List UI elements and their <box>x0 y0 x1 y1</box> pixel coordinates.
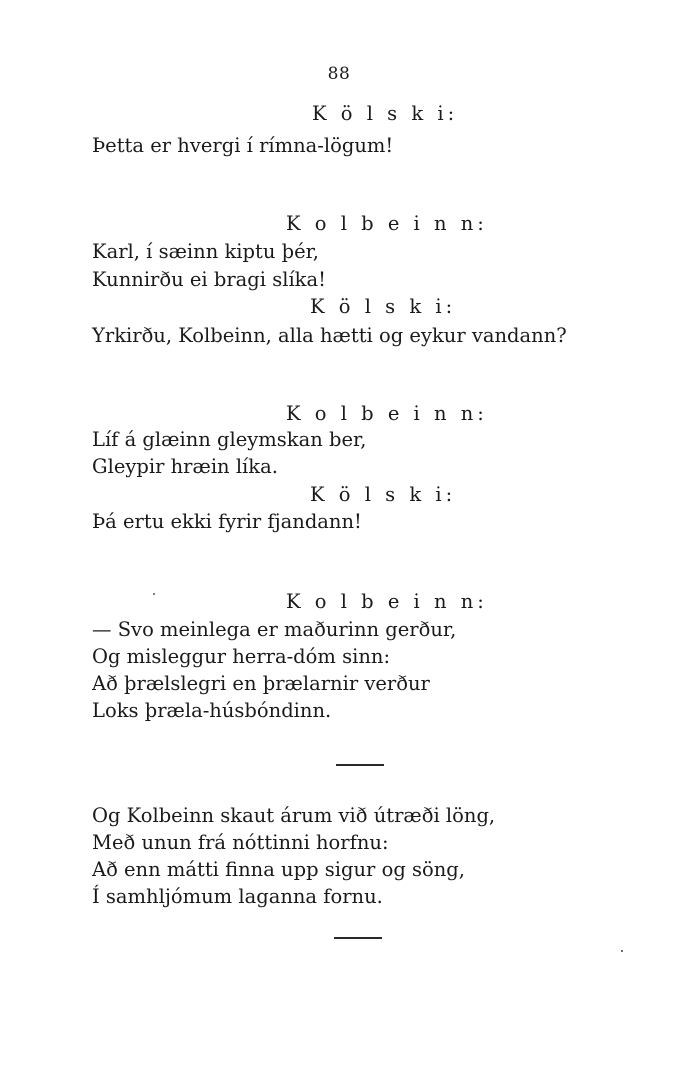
verse-line: — Svo meinlega er maðurinn gerður, <box>92 618 457 641</box>
verse-line: Líf á glæinn gleymskan ber, <box>92 428 367 451</box>
speaker-heading: K ö l s k i: <box>310 295 457 318</box>
verse-line: Gleypir hræin líka. <box>92 455 278 478</box>
page-number: 88 <box>327 64 351 84</box>
verse-line: Loks þræla-húsbóndinn. <box>92 699 332 722</box>
end-divider <box>334 937 382 939</box>
verse-line: Og Kolbeinn skaut árum við útræði löng, <box>92 804 496 827</box>
speaker-heading: K o l b e i n n: <box>286 590 488 613</box>
verse-line: Í samhljómum laganna fornu. <box>92 885 383 908</box>
verse-line: Að enn mátti finna upp sigur og söng, <box>92 858 465 881</box>
verse-line: Og misleggur herra-dóm sinn: <box>92 645 391 668</box>
verse-line: Yrkirðu, Kolbeinn, alla hætti og eykur vandann? <box>92 324 567 347</box>
paper-speck <box>153 593 155 595</box>
speaker-heading: K ö l s k i: <box>310 483 457 506</box>
speaker-heading: K ö l s k i: <box>312 102 459 125</box>
verse-line: Kunnirðu ei bragi slíka! <box>92 268 326 291</box>
verse-line: Að þrælslegri en þrælarnir verður <box>92 672 430 695</box>
verse-line: Þetta er hvergi í rímna-lögum! <box>92 134 394 157</box>
verse-line: Með unun frá nóttinni horfnu: <box>92 831 389 854</box>
speaker-heading: K o l b e i n n: <box>286 402 488 425</box>
paper-speck <box>621 950 623 952</box>
verse-line: Þá ertu ekki fyrir fjandann! <box>92 510 362 533</box>
speaker-heading: K o l b e i n n: <box>286 212 488 235</box>
verse-line: Karl, í sæinn kiptu þér, <box>92 240 320 263</box>
section-divider <box>336 764 384 766</box>
